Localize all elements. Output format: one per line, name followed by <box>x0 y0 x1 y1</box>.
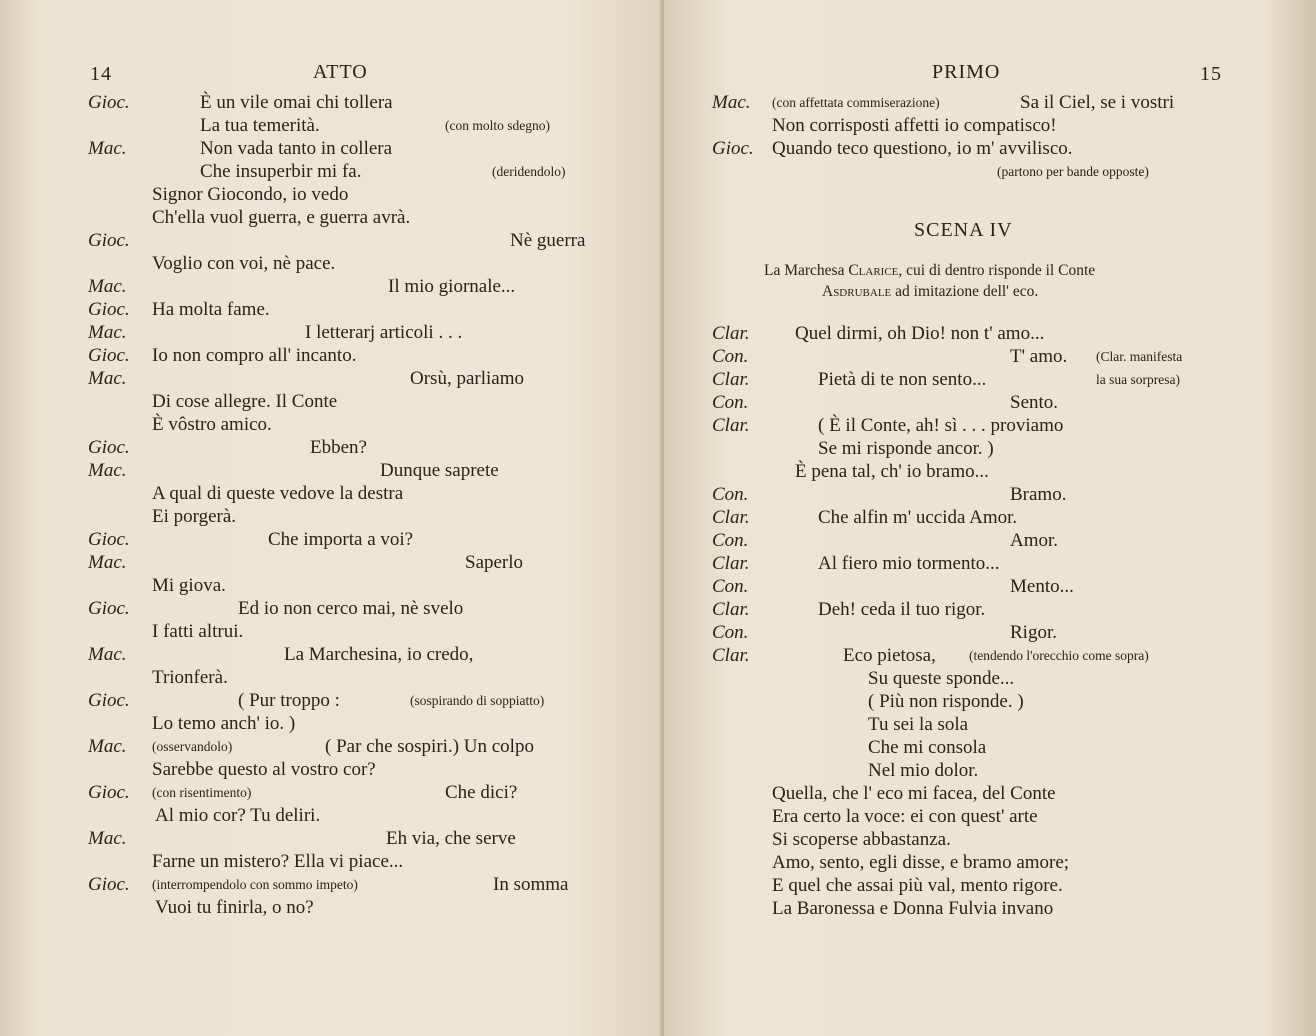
stage-direction: (deridendolo) <box>492 164 566 179</box>
verse-line: Dunque saprete <box>380 460 499 481</box>
verse-line: Farne un mistero? Ella vi piace... <box>152 851 404 872</box>
verse-line: Ebben? <box>310 437 367 458</box>
verse-line: I letterarj articoli . . . <box>305 322 463 343</box>
verse-line: I fatti altrui. <box>152 621 244 642</box>
verse-line: Io non compro all' incanto. <box>152 345 357 366</box>
verse-line: Deh! ceda il tuo rigor. <box>818 599 986 620</box>
verse-line: Lo temo anch' io. ) <box>152 713 296 734</box>
verse-line: ( Pur troppo : <box>238 690 340 711</box>
speaker-label: Con. <box>712 484 749 505</box>
speaker-label: Gioc. <box>88 598 130 619</box>
stage-direction: (Clar. manifesta <box>1096 349 1183 364</box>
speaker-label: Gioc. <box>712 138 754 159</box>
speaker-label: Gioc. <box>88 345 130 366</box>
verse-line: Rigor. <box>1010 622 1057 643</box>
speaker-label: Clar. <box>712 323 750 344</box>
speaker-label: Clar. <box>712 507 750 528</box>
speaker-label: Gioc. <box>88 230 130 251</box>
speaker-label: Mac. <box>88 322 127 343</box>
speaker-label: Gioc. <box>88 782 130 803</box>
verse-line: Quella, che l' eco mi facea, del Conte <box>772 783 1056 804</box>
verse-line: Eco pietosa, <box>843 645 936 666</box>
speaker-label: Con. <box>712 530 749 551</box>
speaker-label: Mac. <box>88 644 127 665</box>
stage-direction: (sospirando di soppiatto) <box>410 693 545 708</box>
speaker-label: Gioc. <box>88 437 130 458</box>
verse-line: È un vile omai chi tollera <box>200 92 393 113</box>
stage-direction: (con risentimento) <box>152 785 252 800</box>
speaker-label: Gioc. <box>88 529 130 550</box>
speaker-label: Con. <box>712 622 749 643</box>
verse-line: Amo, sento, egli disse, e bramo amore; <box>772 852 1070 873</box>
speaker-label: Clar. <box>712 599 750 620</box>
scene-description-cont: Asdrubale ad imitazione dell' eco. <box>822 283 1039 300</box>
verse-line: Nè guerra <box>510 230 586 251</box>
speaker-label: Mac. <box>88 368 127 389</box>
verse-line: Sarebbe questo al vostro cor? <box>152 759 376 780</box>
speaker-label: Mac. <box>88 552 127 573</box>
speaker-label: Clar. <box>712 553 750 574</box>
verse-line: Trionferà. <box>152 667 228 688</box>
verse-line: Ei porgerà. <box>152 506 237 527</box>
verse-line: Ed io non cerco mai, nè svelo <box>238 598 464 619</box>
verse-line: A qual di queste vedove la destra <box>152 483 404 504</box>
verse-line: Orsù, parliamo <box>410 368 524 389</box>
verse-line: La Marchesina, io credo, <box>284 644 474 665</box>
verse-line: Vuoi tu finirla, o no? <box>155 897 314 918</box>
speaker-label: Mac. <box>88 828 127 849</box>
verse-line: T' amo. <box>1010 346 1068 367</box>
speaker-label: Mac. <box>88 138 127 159</box>
page-header: PRIMO <box>932 61 1001 83</box>
verse-line: Non corrisposti affetti io compatisco! <box>772 115 1057 136</box>
verse-line: ( Più non risponde. ) <box>868 691 1024 712</box>
speaker-label: Clar. <box>712 415 750 436</box>
speaker-label: Mac. <box>88 736 127 757</box>
verse-line: Eh via, che serve <box>386 828 516 849</box>
stage-direction: (partono per bande opposte) <box>997 164 1149 179</box>
speaker-label: Mac. <box>88 460 127 481</box>
verse-line: Saperlo <box>465 552 524 573</box>
verse-line: Il mio giornale... <box>388 276 516 297</box>
speaker-label: Mac. <box>712 92 751 113</box>
scene-title: SCENA IV <box>914 219 1013 241</box>
stage-direction: (tendendo l'orecchio come sopra) <box>969 648 1149 663</box>
speaker-label: Gioc. <box>88 299 130 320</box>
speaker-label: Mac. <box>88 276 127 297</box>
verse-line: Quel dirmi, oh Dio! non t' amo... <box>795 323 1045 344</box>
verse-line: Se mi risponde ancor. ) <box>818 438 994 459</box>
speaker-label: Con. <box>712 392 749 413</box>
verse-line: Che dici? <box>445 782 518 803</box>
verse-line: Che mi consola <box>868 737 987 758</box>
verse-line: Signor Giocondo, io vedo <box>152 184 349 205</box>
page-number: 15 <box>1200 63 1222 85</box>
verse-line: Tu sei la sola <box>868 714 969 735</box>
verse-line: Che alfin m' uccida Amor. <box>818 507 1018 528</box>
speaker-label: Clar. <box>712 369 750 390</box>
right-page <box>664 0 1316 1036</box>
verse-line: Non vada tanto in collera <box>200 138 393 159</box>
verse-line: Sento. <box>1010 392 1059 413</box>
verse-line: Di cose allegre. Il Conte <box>152 391 338 412</box>
verse-line: Ch'ella vuol guerra, e guerra avrà. <box>152 207 411 228</box>
stage-direction: (osservandolo) <box>152 739 233 754</box>
verse-line: Si scoperse abbastanza. <box>772 829 951 850</box>
verse-line: Al fiero mio tormento... <box>818 553 1000 574</box>
verse-line: Amor. <box>1010 530 1059 551</box>
stage-direction: (con affettata commiserazione) <box>772 95 940 110</box>
verse-line: In somma <box>493 874 569 895</box>
verse-line: È pena tal, ch' io bramo... <box>795 461 989 482</box>
verse-line: La Baronessa e Donna Fulvia invano <box>772 898 1054 919</box>
verse-line: Ha molta fame. <box>152 299 270 320</box>
verse-line: ( È il Conte, ah! sì . . . proviamo <box>818 415 1064 436</box>
speaker-label: Gioc. <box>88 874 130 895</box>
verse-line: Bramo. <box>1010 484 1067 505</box>
stage-direction: (con molto sdegno) <box>445 118 550 133</box>
verse-line: E quel che assai più val, mento rigore. <box>772 875 1063 896</box>
verse-line: Pietà di te non sento... <box>818 369 987 390</box>
stage-direction: la sua sorpresa) <box>1096 372 1180 387</box>
speaker-label: Con. <box>712 576 749 597</box>
page-header: ATTO <box>313 61 368 83</box>
verse-line: Mi giova. <box>152 575 226 596</box>
page-number: 14 <box>90 63 112 85</box>
verse-line: Su queste sponde... <box>868 668 1015 689</box>
verse-line: Voglio con voi, nè pace. <box>152 253 336 274</box>
verse-line: Che importa a voi? <box>268 529 414 550</box>
speaker-label: Gioc. <box>88 690 130 711</box>
stage-direction: (interrompendolo con sommo impeto) <box>152 877 358 892</box>
speaker-label: Gioc. <box>88 92 130 113</box>
verse-line: Quando teco questiono, io m' avvilisco. <box>772 138 1073 159</box>
verse-line: Che insuperbir mi fa. <box>200 161 362 182</box>
verse-line: La tua temerità. <box>200 115 320 136</box>
verse-line: Nel mio dolor. <box>868 760 979 781</box>
speaker-label: Clar. <box>712 645 750 666</box>
verse-line: Mento... <box>1010 576 1074 597</box>
scene-description: La Marchesa Clarice, cui di dentro risponde il Conte <box>764 262 1096 279</box>
verse-line: Al mio cor? Tu deliri. <box>155 805 321 826</box>
verse-line: È vôstro amico. <box>152 414 272 435</box>
verse-line: Sa il Ciel, se i vostri <box>1020 92 1175 113</box>
verse-line: ( Par che sospiri.) Un colpo <box>325 736 534 757</box>
verse-line: Era certo la voce: ei con quest' arte <box>772 806 1038 827</box>
speaker-label: Con. <box>712 346 749 367</box>
